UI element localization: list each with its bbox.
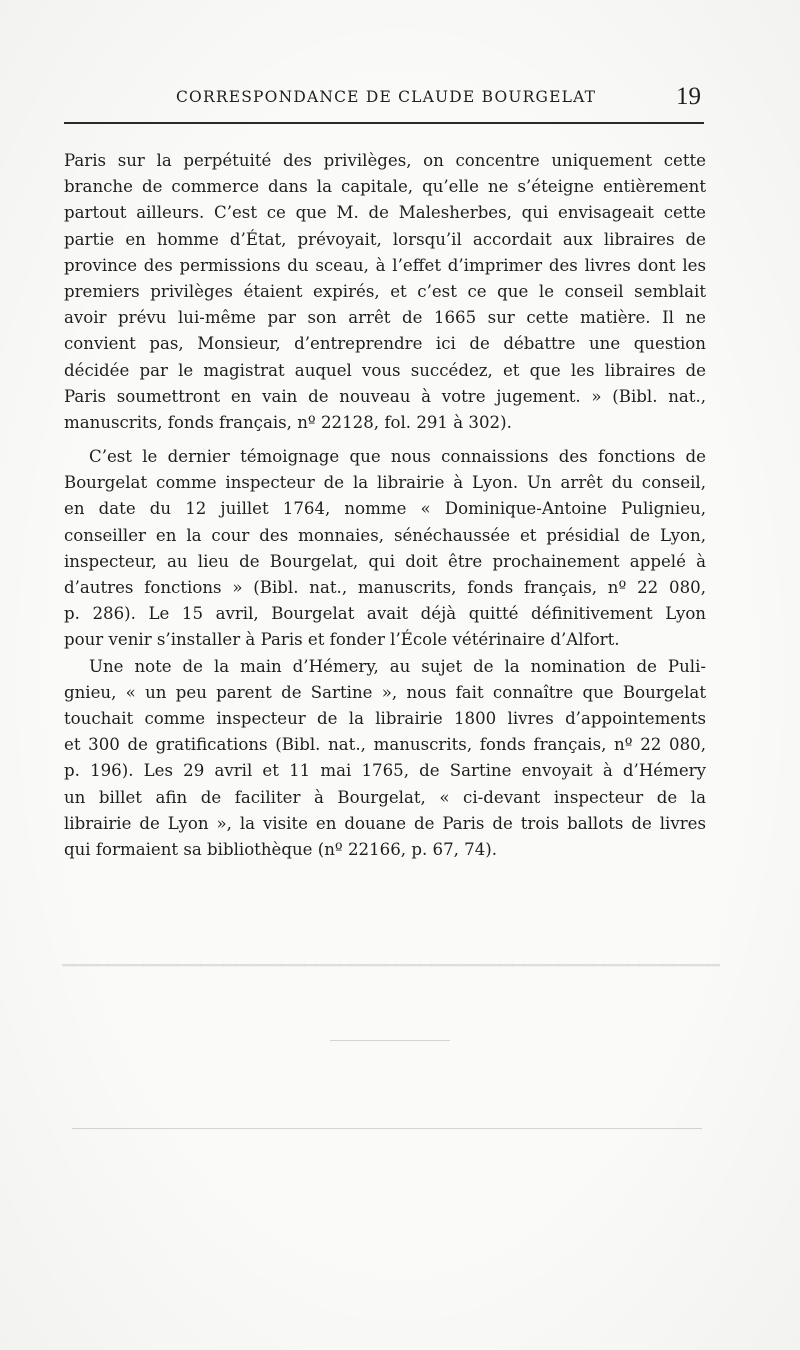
- text-line: gnieu, « un peu parent de Sartine », nous fait connaître que Bourgelat: [64, 682, 706, 702]
- text-line: librairie de Lyon », la visite en douane de Paris de trois ballots de livres: [64, 813, 706, 833]
- show-through-rule: [330, 1040, 450, 1041]
- text-line: Bourgelat comme inspecteur de la librairie à Lyon. Un arrêt du conseil,: [64, 473, 706, 493]
- text-line: pour venir s’installer à Paris et fonder l’École vétérinaire d’Alfort.: [64, 630, 620, 650]
- header-rule: [64, 122, 704, 124]
- paragraph-1: [64, 148, 706, 436]
- show-through-line: ▔▔▔▔▔▔▔▔▔▔▔▔▔▔▔▔▔▔▔▔▔▔▔▔▔▔▔▔▔▔▔▔▔▔▔▔▔▔▔▔▔▔▔▔▔▔▔▔▔▔▔▔▔▔▔▔▔: [62, 964, 720, 982]
- paragraph-2: [64, 444, 706, 654]
- text-line: un billet afin de faciliter à Bourgelat, « ci-devant inspecteur de la: [64, 787, 706, 807]
- text-line: inspecteur, au lieu de Bourgelat, qui doit être prochainement appelé à: [64, 551, 706, 571]
- body-text: [64, 148, 706, 863]
- show-through-footnote-rule: [72, 1128, 702, 1129]
- text-line: conseiller en la cour des monnaies, sénéchaussée et présidial de Lyon,: [64, 525, 706, 545]
- text-line: avoir prévu lui-même par son arrêt de 1665 sur cette matière. Il ne: [64, 308, 706, 328]
- text-line: touchait comme inspecteur de la librairie 1800 livres d’appointements: [64, 708, 706, 728]
- text-line: Paris sur la perpétuité des privilèges, on concentre uniquement cette: [64, 151, 706, 170]
- text-line: C’est le dernier témoignage que nous connaissions des fonctions de: [89, 447, 706, 467]
- text-line: décidée par le magistrat auquel vous succédez, et que les libraires de: [64, 360, 706, 380]
- text-line: manuscrits, fonds français, nº 22128, fol. 291 à 302).: [64, 412, 512, 432]
- paragraph-3: [64, 654, 706, 864]
- text-line: partie en homme d’État, prévoyait, lorsqu’il accordait aux libraires de: [64, 229, 706, 249]
- running-title: CORRESPONDANCE DE CLAUDE BOURGELAT: [176, 88, 597, 106]
- text-line: province des permissions du sceau, à l’effet d’imprimer des livres dont les: [64, 255, 706, 275]
- text-line: en date du 12 juillet 1764, nomme « Dominique-Antoine Pulignieu,: [64, 499, 706, 519]
- text-line: qui formaient sa bibliothèque (nº 22166, p. 67, 74).: [64, 839, 498, 859]
- text-line: partout ailleurs. C’est ce que M. de Malesherbes, qui envisageait cette: [64, 203, 706, 223]
- text-line: p. 196). Les 29 avril et 11 mai 1765, de Sartine envoyait à d’Hémery: [64, 761, 706, 781]
- text-line: d’autres fonctions » (Bibl. nat., manuscrits, fonds français, nº 22 080,: [64, 578, 706, 597]
- paragraph-gap: [64, 436, 706, 444]
- text-line: Paris soumettront en vain de nouveau à votre jugement. » (Bibl. nat.,: [64, 386, 706, 406]
- text-line: premiers privilèges étaient expirés, et c’est ce que le conseil semblait: [64, 281, 706, 301]
- running-head: [0, 83, 800, 116]
- text-line: p. 286). Le 15 avril, Bourgelat avait déjà quitté définitivement Lyon: [64, 604, 706, 624]
- text-line: Une note de la main d’Hémery, au sujet de la nomination de Puli-: [89, 656, 706, 676]
- page-number: 19: [676, 83, 701, 110]
- text-line: et 300 de gratifications (Bibl. nat., manuscrits, fonds français, nº 22 080,: [64, 735, 706, 755]
- text-line: convient pas, Monsieur, d’entreprendre ici de débattre une question: [64, 334, 706, 354]
- text-line: branche de commerce dans la capitale, qu’elle ne s’éteigne entièrement: [64, 177, 706, 197]
